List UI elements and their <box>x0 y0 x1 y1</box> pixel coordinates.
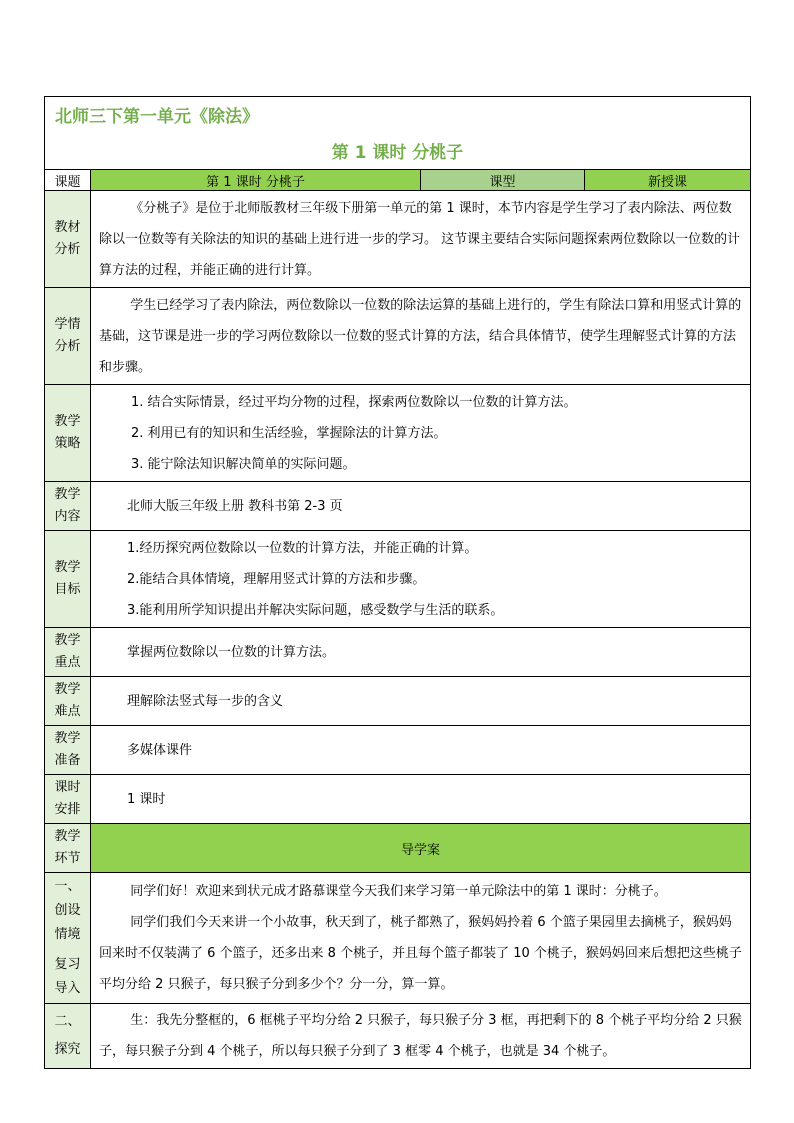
material-text: 《分桃子》是位于北师版教材三年级下册第一单元的第 1 课时，本节内容是学生学习了表内除法、两位数除以一位数等有关除法的知识的基础上进行进一步的学习。 这节课主要结合实际问题探索两位数除以一位数的计算方法的过程，并能正确的进行计算。 <box>91 191 751 288</box>
step2-label: 二、 探究 <box>45 1004 91 1069</box>
info-row <box>45 170 751 191</box>
section-label: 教学环节 <box>45 824 91 873</box>
row-difficulty <box>45 677 751 726</box>
row-prep <box>45 726 751 775</box>
type-value: 新授课 <box>585 170 751 191</box>
content-text: 北师大版三年级上册 教科书第 2-3 页 <box>91 482 751 531</box>
key-label: 教学重点 <box>45 628 91 677</box>
row-students <box>45 288 751 385</box>
material-label: 教材分析 <box>45 191 91 288</box>
students-label: 学情分析 <box>45 288 91 385</box>
type-label: 课型 <box>421 170 585 191</box>
goals-list <box>91 531 751 628</box>
strategy-item: 2. 利用已有的知识和生活经验，掌握除法的计算方法。 <box>131 425 447 441</box>
row-key <box>45 628 751 677</box>
goals-label: 教学目标 <box>45 531 91 628</box>
row-material <box>45 191 751 288</box>
row-step2 <box>45 1004 751 1069</box>
row-goals <box>45 531 751 628</box>
row-strategy <box>45 385 751 482</box>
difficulty-label: 教学难点 <box>45 677 91 726</box>
content-label: 教学内容 <box>45 482 91 531</box>
lesson-title: 第 1 课时 分桃子 <box>45 131 751 170</box>
difficulty-text: 理解除法竖式每一步的含义 <box>91 677 751 726</box>
strategy-item: 1. 结合实际情景，经过平均分物的过程，探索两位数除以一位数的计算方法。 <box>131 394 577 410</box>
unit-title: 北师三下第一单元《除法》 <box>45 97 751 132</box>
step1-label: 一、创设情境 复习导入 <box>45 873 91 1004</box>
hours-text: 1 课时 <box>91 775 751 824</box>
strategy-list <box>91 385 751 482</box>
goal-item: 2.能结合具体情境，理解用竖式计算的方法和步骤。 <box>127 571 426 587</box>
lesson-plan-table <box>44 96 751 1069</box>
row-hours <box>45 775 751 824</box>
goal-item: 1.经历探究两位数除以一位数的计算方法，并能正确的计算。 <box>127 540 478 556</box>
row-section <box>45 824 751 873</box>
hours-label: 课时安排 <box>45 775 91 824</box>
step1-text: 同学们好！欢迎来到状元成才路慕课堂今天我们来学习第一单元除法中的第 1 课时：分桃子。 同学们我们今天来讲一个小故事，秋天到了，桃子都熟了，猴妈妈拎着 6 个篮子果园里去摘桃子，猴妈妈回来时不仅装满了 6 个篮子，还多出来 8 个桃子，并且每个篮子都装了 10 个桃子，猴妈妈回来后想把这些桃子平均分给 2 只猴子，每只猴子分到多少个？分一分，算一算。 <box>91 873 751 1004</box>
row-content <box>45 482 751 531</box>
strategy-label: 教学策略 <box>45 385 91 482</box>
topic-value: 第 1 课时 分桃子 <box>91 170 421 191</box>
step2-text: 生：我先分整框的，6 框桃子平均分给 2 只猴子，每只猴子分 3 框，再把剩下的 8 个桃子平均分给 2 只猴子，每只猴子分到 4 个桃子，所以每只猴子分到了 3 框零 4 个桃子，也就是 34 个桃子。 <box>91 1004 751 1069</box>
goal-item: 3.能利用所学知识提出并解决实际问题，感受数学与生活的联系。 <box>127 602 504 618</box>
strategy-item: 3. 能宁除法知识解决简单的实际问题。 <box>131 456 356 472</box>
prep-text: 多媒体课件 <box>91 726 751 775</box>
lesson-plan-page <box>44 96 750 1069</box>
students-text: 学生已经学习了表内除法，两位数除以一位数的除法运算的基础上进行的，学生有除法口算和用竖式计算的基础，这节课是进一步的学习两位数除以一位数的竖式计算的方法，结合具体情节，使学生理解竖式计算的方法和步骤。 <box>91 288 751 385</box>
prep-label: 教学准备 <box>45 726 91 775</box>
key-text: 掌握两位数除以一位数的计算方法。 <box>91 628 751 677</box>
row-step1 <box>45 873 751 1004</box>
topic-label: 课题 <box>45 170 91 191</box>
section-title: 导学案 <box>91 824 751 873</box>
